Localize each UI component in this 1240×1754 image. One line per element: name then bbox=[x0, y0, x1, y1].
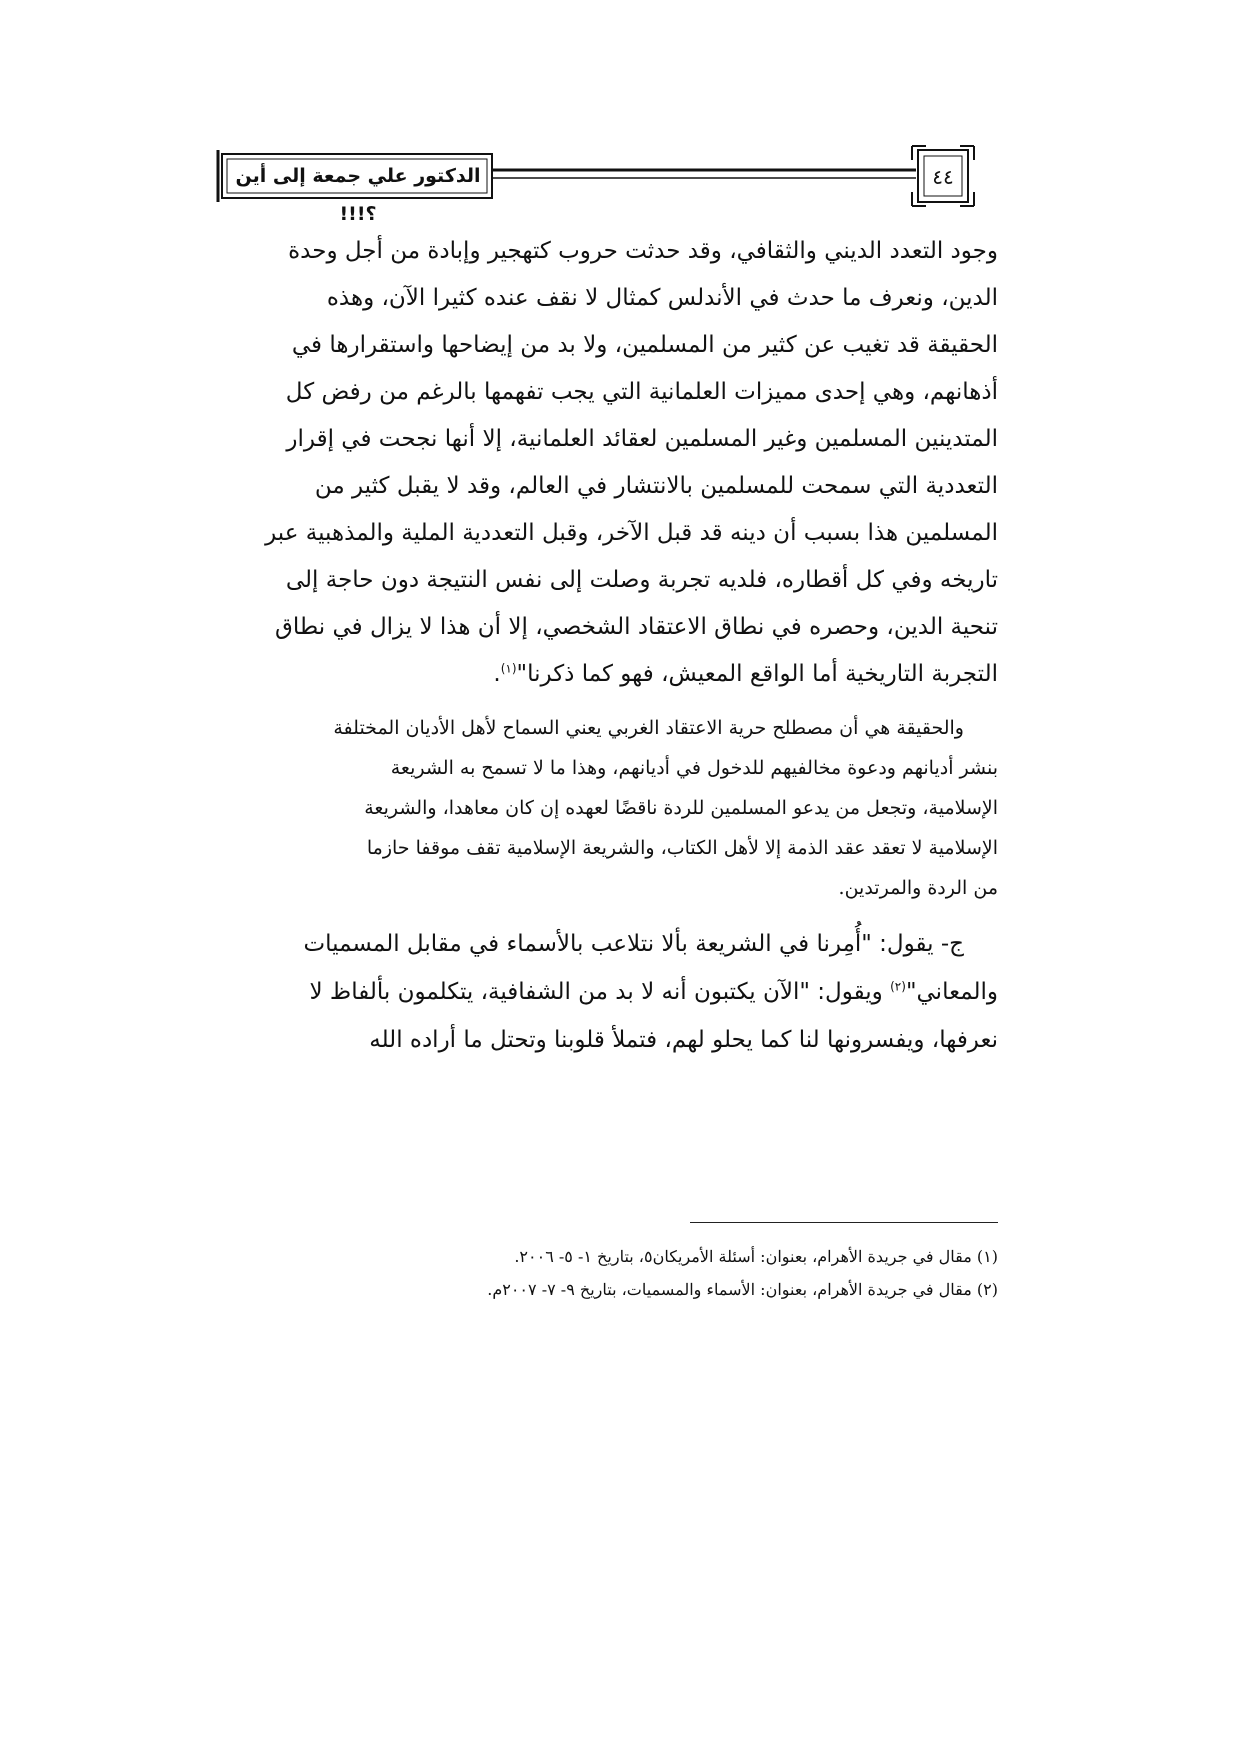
text-line: الإسلامية، وتجعل من يدعو المسلمين للردة ناقضًا لعهده إن كان معاهدا، والشريعة bbox=[364, 797, 998, 819]
text-fragment: والمعاني" bbox=[905, 979, 998, 1005]
text-line: المتدينين المسلمين وغير المسلمين لعقائد العلمانية، إلا أنها نجحت في إقرار bbox=[286, 426, 998, 452]
text-line: الحقيقة قد تغيب عن كثير من المسلمين، ولا بد من إيضاحها واستقرارها في bbox=[291, 332, 998, 358]
paragraph-1 bbox=[248, 228, 998, 698]
text-line: التعددية التي سمحت للمسلمين بالانتشار في العالم، وقد لا يقبل كثير من bbox=[314, 473, 998, 499]
header-ornament bbox=[0, 0, 1240, 240]
footnotes bbox=[360, 1240, 998, 1306]
text-line bbox=[248, 968, 998, 1016]
text-line: نعرفها، ويفسرونها لنا كما يحلو لهم، فتملأ قلوبنا وتحتل ما أراده الله bbox=[369, 1027, 998, 1053]
footnote-1: (١) مقال في جريدة الأهرام، بعنوان: أسئلة الأمريكان٥، بتاريخ ١- ٥- ٢٠٠٦. bbox=[514, 1247, 998, 1266]
text-line: الإسلامية لا تعقد عقد الذمة إلا لأهل الكتاب، والشريعة الإسلامية تقف موقفا حازما bbox=[366, 837, 998, 859]
text-line-last bbox=[248, 651, 998, 698]
paragraph-3 bbox=[248, 920, 998, 1064]
main-text bbox=[248, 228, 998, 1064]
text-line: تنحية الدين، وحصره في نطاق الاعتقاد الشخصي، إلا أن هذا لا يزال في نطاق bbox=[275, 614, 998, 640]
text-line: الدين، ونعرف ما حدث في الأندلس كمثال لا نقف عنده كثيرا الآن، وهذه bbox=[326, 285, 998, 311]
paragraph-2 bbox=[248, 708, 998, 908]
footnote-2: (٢) مقال في جريدة الأهرام، بعنوان: الأسماء والمسميات، بتاريخ ٩- ٧- ٢٠٠٧م. bbox=[487, 1280, 998, 1299]
text-line: ج- يقول: "أُمِرنا في الشريعة بألا نتلاعب بالأسماء في مقابل المسميات bbox=[303, 931, 964, 957]
text-line: والحقيقة هي أن مصطلح حرية الاعتقاد الغربي يعني السماح لأهل الأديان المختلفة bbox=[333, 717, 964, 739]
text-fragment: ويقول: "الآن يكتبون أنه لا بد من الشفافية، يتكلمون بألفاظ لا bbox=[309, 979, 891, 1005]
text-line: أذهانهم، وهي إحدى مميزات العلمانية التي يجب تفهمها بالرغم من رفض كل bbox=[285, 379, 998, 405]
text-fragment: التجربة التاريخية أما الواقع المعيش، فهو كما ذكرنا" bbox=[516, 661, 998, 687]
text-line: تاريخه وفي كل أقطاره، فلديه تجربة وصلت إلى نفس النتيجة دون حاجة إلى bbox=[285, 567, 998, 593]
text-line: المسلمين هذا بسبب أن دينه قد قبل الآخر، وقبل التعددية الملية والمذهبية عبر bbox=[265, 520, 998, 546]
footnote-ref-1: (١) bbox=[500, 661, 517, 676]
text-line: بنشر أديانهم ودعوة مخالفيهم للدخول في أديانهم، وهذا ما لا تسمح به الشريعة bbox=[390, 757, 998, 779]
text-line: من الردة والمرتدين. bbox=[838, 877, 998, 899]
text-line: وجود التعدد الديني والثقافي، وقد حدثت حروب كتهجير وإبادة من أجل وحدة bbox=[288, 238, 998, 264]
text-fragment: . bbox=[493, 661, 501, 687]
page-number: ٤٤ bbox=[932, 165, 954, 189]
footnote-ref-2: (٢) bbox=[890, 979, 906, 994]
running-title: الدكتور علي جمعة إلى أين ؟!!! bbox=[235, 165, 481, 225]
footnote-separator bbox=[690, 1222, 998, 1223]
